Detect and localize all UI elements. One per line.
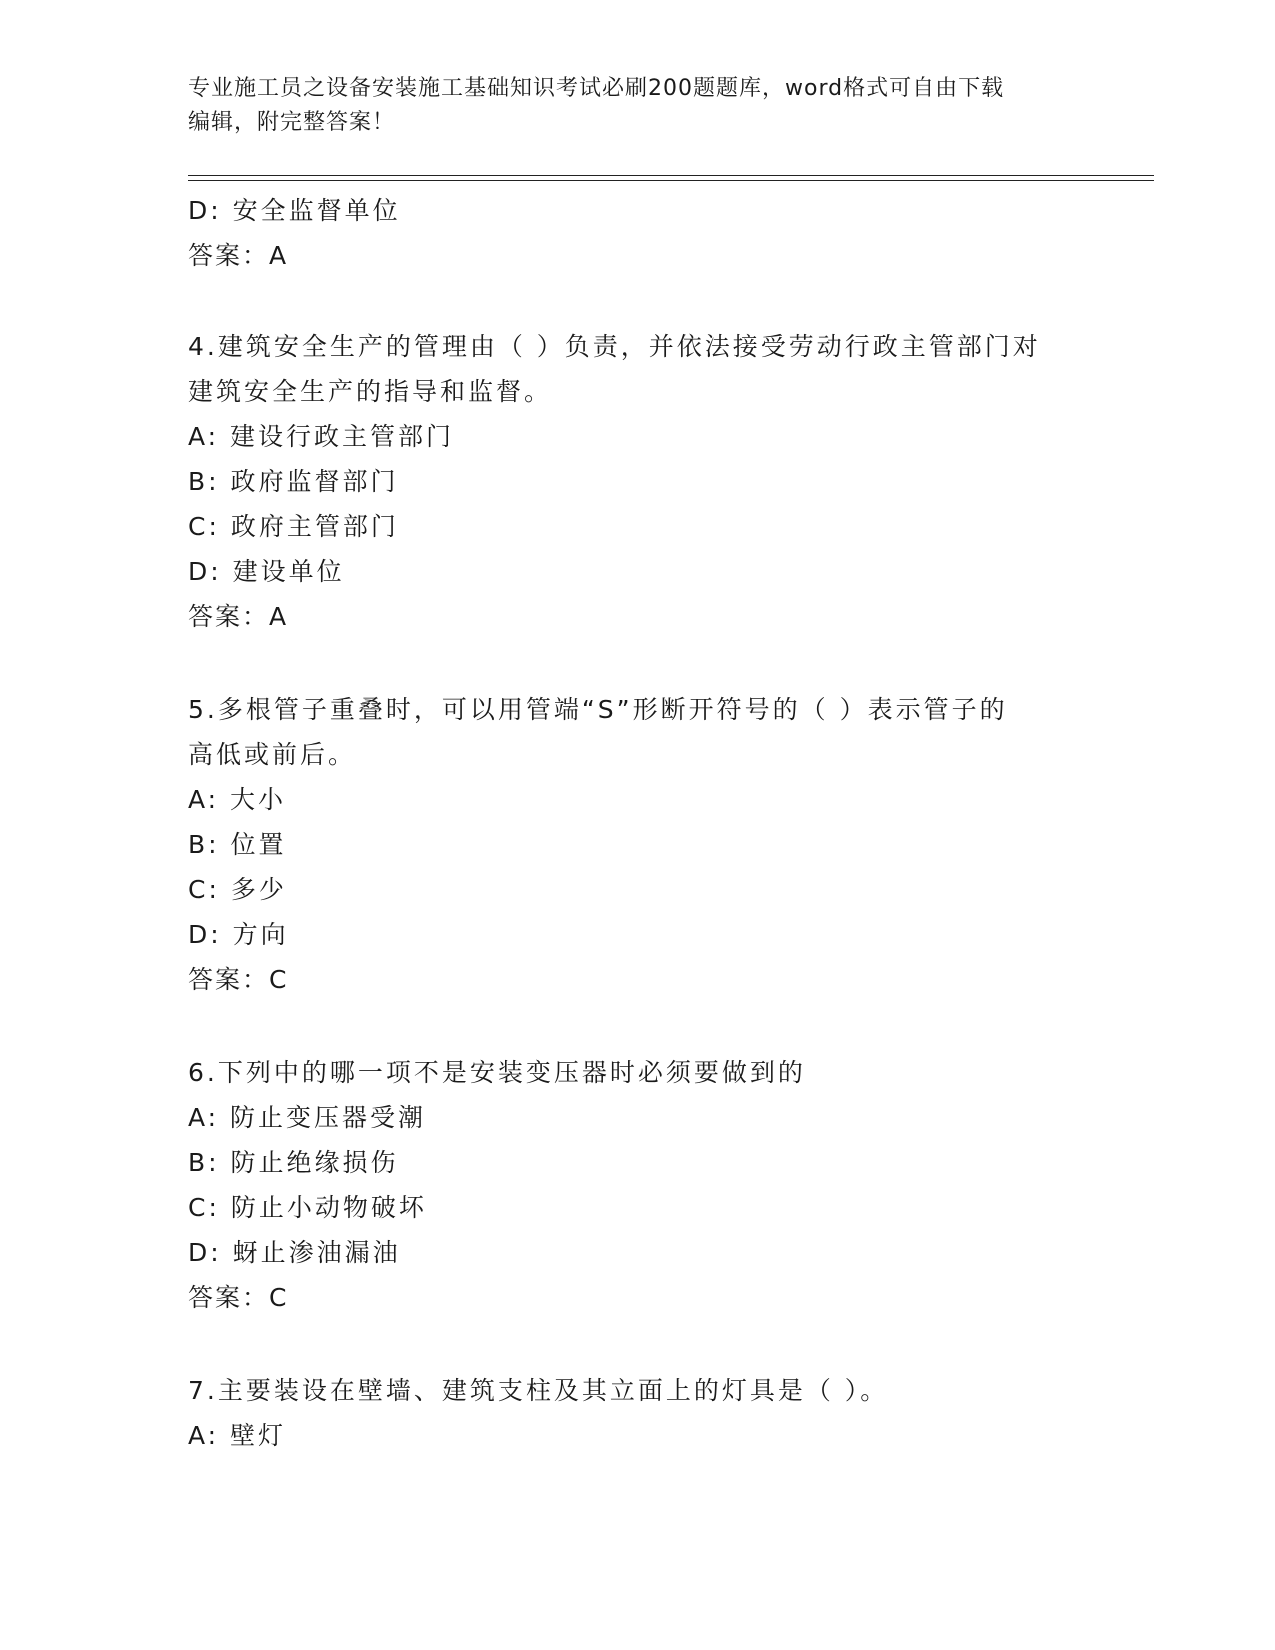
option-a: A: 大小 — [188, 785, 287, 814]
spacer — [188, 278, 1088, 324]
stem-line: 4.建筑安全生产的管理由（ ）负责，并依法接受劳动行政主管部门对 — [188, 332, 1041, 361]
document-header — [188, 72, 1068, 140]
header-divider-top — [188, 175, 1154, 176]
option-a: A: 防止变压器受潮 — [188, 1103, 427, 1132]
question-list — [188, 188, 1088, 1458]
question-3-tail — [188, 188, 1088, 278]
header-line-2: 编辑，附完整答案！ — [188, 110, 396, 135]
option-d: D: 蚜止渗油漏油 — [188, 1238, 401, 1267]
option-d: D: 方向 — [188, 920, 289, 949]
stem-line: 高低或前后。 — [188, 740, 357, 769]
answer: 答案：A — [188, 241, 289, 270]
stem-line: 7.主要装设在壁墙、建筑支柱及其立面上的灯具是（ ）。 — [188, 1376, 889, 1405]
option-d: D: 建设单位 — [188, 557, 345, 586]
answer: 答案：C — [188, 1283, 289, 1312]
header-line-1: 专业施工员之设备安装施工基础知识考试必刷200题题库，word格式可自由下载 — [188, 76, 1005, 101]
spacer — [188, 1320, 1088, 1368]
question-7 — [188, 1368, 1088, 1458]
question-stem — [188, 1368, 1088, 1413]
stem-line: 6.下列中的哪一项不是安装变压器时必须要做到的 — [188, 1058, 806, 1087]
option-a: A: 建设行政主管部门 — [188, 422, 455, 451]
stem-line: 建筑安全生产的指导和监督。 — [188, 377, 553, 406]
question-stem — [188, 1050, 1088, 1095]
option-b: B: 防止绝缘损伤 — [188, 1148, 399, 1177]
answer: 答案：C — [188, 965, 289, 994]
stem-line: 5.多根管子重叠时，可以用管端“S”形断开符号的（ ）表示管子的 — [188, 695, 1008, 724]
spacer — [188, 1002, 1088, 1050]
option-c: C: 防止小动物破坏 — [188, 1193, 427, 1222]
option-b: B: 位置 — [188, 830, 287, 859]
option-a: A: 壁灯 — [188, 1421, 287, 1450]
option-c: C: 政府主管部门 — [188, 512, 399, 541]
option-d: D: 安全监督单位 — [188, 196, 401, 225]
option-b: B: 政府监督部门 — [188, 467, 399, 496]
question-stem — [188, 687, 1088, 777]
question-6 — [188, 1050, 1088, 1320]
spacer — [188, 639, 1088, 687]
header-divider-bottom — [188, 180, 1154, 181]
question-stem — [188, 324, 1088, 414]
option-c: C: 多少 — [188, 875, 287, 904]
question-4 — [188, 324, 1088, 639]
answer: 答案：A — [188, 602, 289, 631]
question-5 — [188, 687, 1088, 1002]
